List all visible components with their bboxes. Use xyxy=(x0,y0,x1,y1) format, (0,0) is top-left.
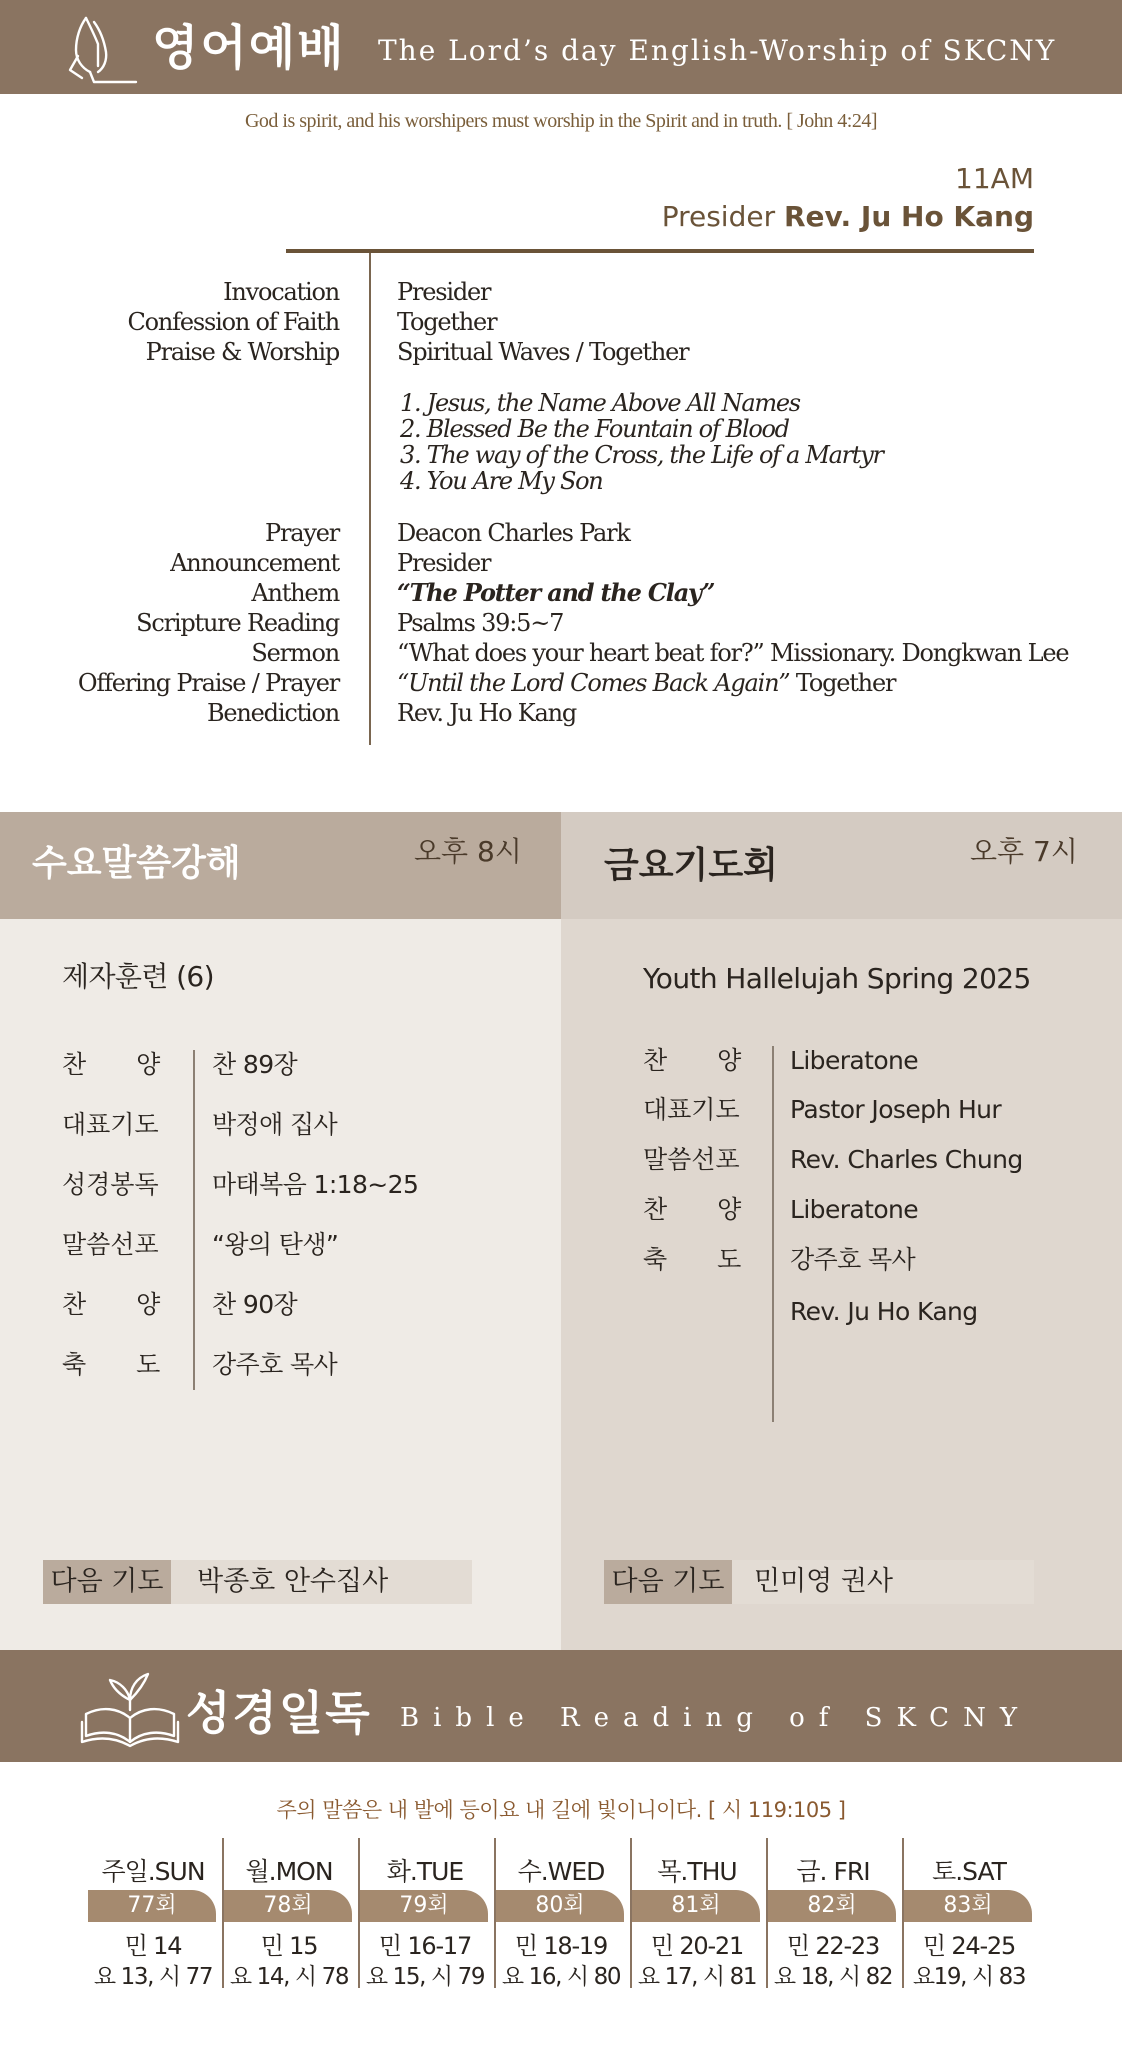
wednesday-row-value: 마태복음 1:18~25 xyxy=(212,1170,419,1199)
order-label: Scripture Reading xyxy=(136,609,339,637)
day-name: 주일.SUN xyxy=(101,1857,205,1886)
order-label: Praise & Worship xyxy=(145,338,339,366)
order-label: Invocation xyxy=(223,278,339,306)
presider-label: Presider xyxy=(661,200,776,233)
order-value: “What does your heart beat for?” Missionary. Dongkwan Lee xyxy=(397,639,1069,667)
reading-day-fri xyxy=(766,1838,900,1998)
day-count-badge: 83회 xyxy=(904,1890,1032,1922)
wednesday-time: 오후 8시 xyxy=(414,835,522,868)
day-count-badge: 80회 xyxy=(496,1890,624,1922)
wednesday-row-value: “왕의 탄생” xyxy=(212,1230,339,1259)
order-label: Benediction xyxy=(206,699,339,727)
reading-day-sun xyxy=(86,1838,220,1998)
friday-subtitle: Youth Hallelujah Spring 2025 xyxy=(643,962,1031,995)
song-item: 1. Jesus, the Name Above All Names xyxy=(400,389,800,417)
order-value xyxy=(397,669,895,697)
day-reading-secondary: 요 15, 시 79 xyxy=(365,1964,485,1990)
day-reading-secondary: 요 13, 시 77 xyxy=(93,1964,213,1990)
friday-row-value: Rev. Ju Ho Kang xyxy=(790,1297,978,1326)
order-label: Offering Praise / Prayer xyxy=(77,669,339,697)
friday-row-label: 찬 양 xyxy=(643,1046,742,1075)
wednesday-row-value: 찬 89장 xyxy=(212,1050,298,1079)
day-name: 토.SAT xyxy=(932,1857,1006,1886)
order-divider xyxy=(369,253,371,745)
day-reading-primary: 민 14 xyxy=(124,1932,182,1960)
wednesday-title: 수요말씀강해 xyxy=(32,843,241,884)
day-count-badge: 81회 xyxy=(632,1890,760,1922)
song-item: 3. The way of the Cross, the Life of a Martyr xyxy=(400,441,883,469)
friday-time: 오후 7시 xyxy=(970,835,1078,868)
wednesday-row-label: 성경봉독 xyxy=(62,1170,159,1199)
wednesday-next-prayer xyxy=(43,1560,472,1604)
friday-row-label: 축 도 xyxy=(643,1245,742,1274)
friday-next-prayer xyxy=(604,1560,1034,1604)
friday-row-value: Pastor Joseph Hur xyxy=(790,1095,1002,1124)
presider-line xyxy=(662,200,1034,233)
praying-hands-icon xyxy=(64,12,138,86)
friday-row-label: 대표기도 xyxy=(643,1095,740,1124)
day-name: 수.WED xyxy=(517,1857,605,1886)
day-name: 목.THU xyxy=(657,1857,737,1886)
reading-day-tue xyxy=(358,1838,492,1998)
day-reading-secondary: 요19, 시 83 xyxy=(912,1964,1026,1990)
friday-row-value: 강주호 목사 xyxy=(790,1245,916,1274)
john-verse: God is spirit, and his worshipers must worship in the Spirit and in truth. [ John 4:24] xyxy=(244,110,878,132)
worship-title-korean: 영어예배 xyxy=(152,20,346,76)
reading-day-thu xyxy=(630,1838,764,1998)
day-reading-primary: 민 22-23 xyxy=(786,1932,880,1960)
order-value: “The Potter and the Clay” xyxy=(397,578,715,607)
day-reading-secondary: 요 18, 시 82 xyxy=(773,1964,893,1990)
song-item: 4. You Are My Son xyxy=(400,467,603,495)
day-reading-primary: 민 16-17 xyxy=(378,1932,472,1960)
wednesday-subtitle: 제자훈련 (6) xyxy=(62,960,214,993)
bible-reading-title-korean: 성경일독 xyxy=(186,1686,372,1740)
friday-row-value: Liberatone xyxy=(790,1195,919,1224)
friday-divider xyxy=(772,1046,774,1422)
next-prayer-name: 민미영 권사 xyxy=(754,1566,893,1597)
wednesday-row-label: 축 도 xyxy=(62,1350,161,1379)
reading-day-sat xyxy=(902,1838,1036,1998)
wednesday-row-value: 강주호 목사 xyxy=(212,1350,338,1379)
day-reading-primary: 민 15 xyxy=(260,1932,318,1960)
friday-title: 금요기도회 xyxy=(604,845,778,886)
wednesday-row-value: 박정애 집사 xyxy=(212,1110,338,1139)
next-prayer-label: 다음 기도 xyxy=(604,1560,732,1604)
day-count-badge: 77회 xyxy=(88,1890,216,1922)
order-value: Deacon Charles Park xyxy=(397,519,630,547)
wednesday-row-value: 찬 90장 xyxy=(212,1290,298,1319)
reading-day-mon xyxy=(222,1838,356,1998)
wednesday-row-label: 대표기도 xyxy=(62,1110,159,1139)
day-count-badge: 82회 xyxy=(768,1890,896,1922)
song-item: 2. Blessed Be the Fountain of Blood xyxy=(400,415,789,443)
friday-row-value: Liberatone xyxy=(790,1046,919,1075)
order-value: Together xyxy=(397,308,497,336)
wednesday-row-label: 찬 양 xyxy=(62,1290,161,1319)
day-reading-secondary: 요 17, 시 81 xyxy=(637,1964,757,1990)
wednesday-divider xyxy=(193,1050,195,1390)
order-label: Prayer xyxy=(265,519,339,547)
bible-reading-title-english: Bible Reading of SKCNY xyxy=(400,1703,1031,1733)
day-reading-primary: 민 18-19 xyxy=(514,1932,608,1960)
friday-row-label: 찬 양 xyxy=(643,1195,742,1224)
day-count-badge: 78회 xyxy=(224,1890,352,1922)
day-reading-secondary: 요 16, 시 80 xyxy=(501,1964,621,1990)
order-value: Rev. Ju Ho Kang xyxy=(397,699,577,727)
offering-song: “Until the Lord Comes Back Again” xyxy=(397,669,790,697)
order-label: Sermon xyxy=(251,639,339,667)
next-prayer-label: 다음 기도 xyxy=(43,1560,171,1604)
header-rule xyxy=(286,249,1034,253)
order-value: Presider xyxy=(397,278,491,306)
reading-day-wed xyxy=(494,1838,628,1998)
psalm-verse: 주의 말씀은 내 발에 등이요 내 길에 빛이니이다. [ 시 119:105 ] xyxy=(276,1798,846,1822)
order-label: Confession of Faith xyxy=(127,308,339,336)
day-name: 금. FRI xyxy=(796,1857,870,1886)
friday-panel xyxy=(561,812,1122,1650)
day-reading-primary: 민 20-21 xyxy=(650,1932,744,1960)
day-reading-secondary: 요 14, 시 78 xyxy=(229,1964,349,1990)
next-prayer-name: 박종호 안수집사 xyxy=(197,1566,389,1597)
friday-row-label: 말씀선포 xyxy=(643,1145,740,1174)
wednesday-row-label: 말씀선포 xyxy=(62,1230,159,1259)
order-value: Presider xyxy=(397,549,491,577)
day-name: 월.MON xyxy=(245,1857,333,1886)
offering-by: Together xyxy=(789,669,896,697)
presider-name: Rev. Ju Ho Kang xyxy=(784,200,1034,233)
order-value: Psalms 39:5~7 xyxy=(397,609,564,637)
order-value: Spiritual Waves / Together xyxy=(397,338,689,366)
worship-title-english: The Lord’s day English-Worship of SKCNY xyxy=(378,34,1057,67)
order-label: Announcement xyxy=(170,549,339,577)
day-name: 화.TUE xyxy=(386,1857,464,1886)
friday-row-value: Rev. Charles Chung xyxy=(790,1145,1023,1174)
day-reading-primary: 민 24-25 xyxy=(922,1932,1016,1960)
open-book-icon xyxy=(78,1670,182,1748)
service-time: 11AM xyxy=(955,162,1034,195)
day-count-badge: 79회 xyxy=(360,1890,488,1922)
wednesday-row-label: 찬 양 xyxy=(62,1050,161,1079)
order-label: Anthem xyxy=(251,579,339,607)
